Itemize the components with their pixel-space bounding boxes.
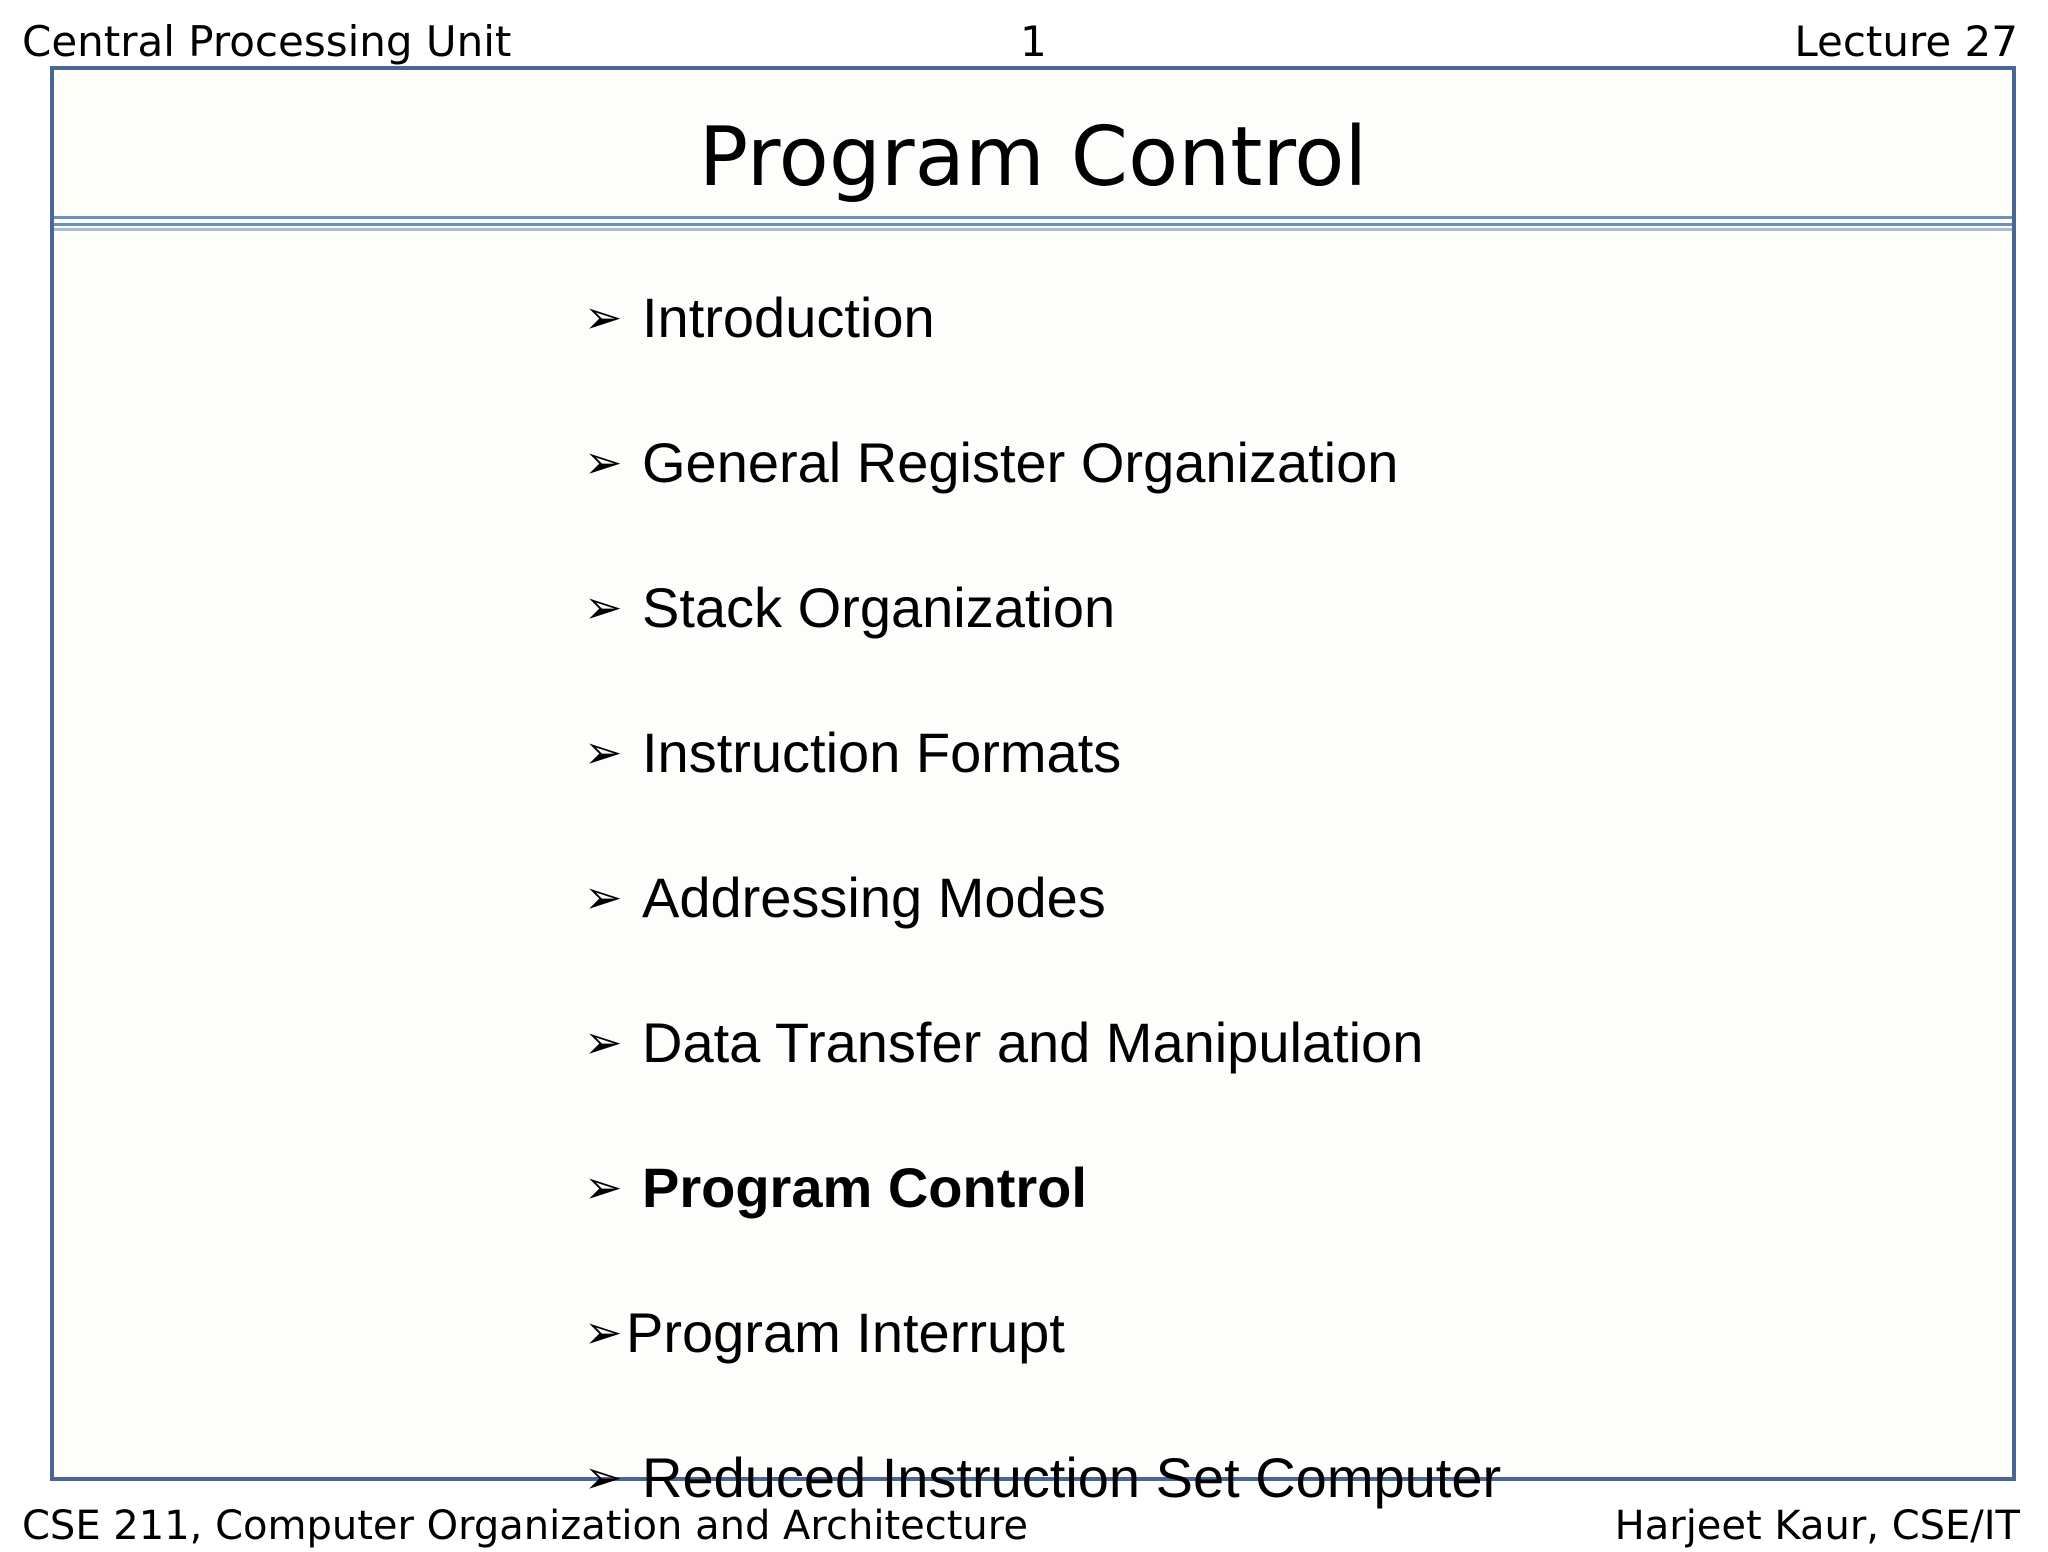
- arrow-bullet-icon: ➢: [584, 1305, 623, 1359]
- topic-item-introduction: [584, 282, 935, 353]
- topic-item-addressing-modes: [584, 862, 1106, 933]
- arrow-bullet-icon: ➢: [584, 725, 623, 779]
- footer-author: Harjeet Kaur, CSE/IT: [1614, 1503, 2020, 1549]
- topic-item-stack-organization: [584, 572, 1115, 643]
- arrow-bullet-icon: ➢: [584, 435, 623, 489]
- title-divider: [54, 216, 2012, 226]
- topic-label-current: Program Control: [642, 1156, 1087, 1219]
- topic-item-data-transfer-and-manipulation: [584, 1007, 1423, 1078]
- footer-course-name: CSE 211, Computer Organization and Architecture: [22, 1503, 1028, 1549]
- topic-label: General Register Organization: [642, 431, 1399, 494]
- arrow-bullet-icon: ➢: [584, 870, 623, 924]
- topic-item-program-interrupt: [584, 1297, 1065, 1368]
- arrow-bullet-icon: ➢: [584, 1450, 623, 1504]
- header-course-topic: Central Processing Unit: [22, 17, 512, 66]
- topic-label: Program Interrupt: [626, 1301, 1065, 1364]
- topic-label: Data Transfer and Manipulation: [642, 1011, 1424, 1074]
- topic-label: Introduction: [642, 286, 935, 349]
- topic-label: Addressing Modes: [642, 866, 1106, 929]
- title-divider-secondary: [54, 228, 2012, 231]
- arrow-bullet-icon: ➢: [584, 1160, 623, 1214]
- arrow-bullet-icon: ➢: [584, 1015, 623, 1069]
- topic-item-instruction-formats: [584, 717, 1121, 788]
- topic-label: Instruction Formats: [642, 721, 1122, 784]
- topic-item-program-control-current: [584, 1152, 1087, 1223]
- header-lecture-number: Lecture 27: [1794, 17, 2018, 66]
- arrow-bullet-icon: ➢: [584, 290, 623, 344]
- topic-item-general-register-organization: [584, 427, 1398, 498]
- slide-title: Program Control: [698, 110, 1368, 205]
- arrow-bullet-icon: ➢: [584, 580, 623, 634]
- header-page-number: 1: [1020, 17, 1047, 66]
- topic-label: Stack Organization: [642, 576, 1116, 639]
- topic-label: Reduced Instruction Set Computer: [642, 1446, 1502, 1509]
